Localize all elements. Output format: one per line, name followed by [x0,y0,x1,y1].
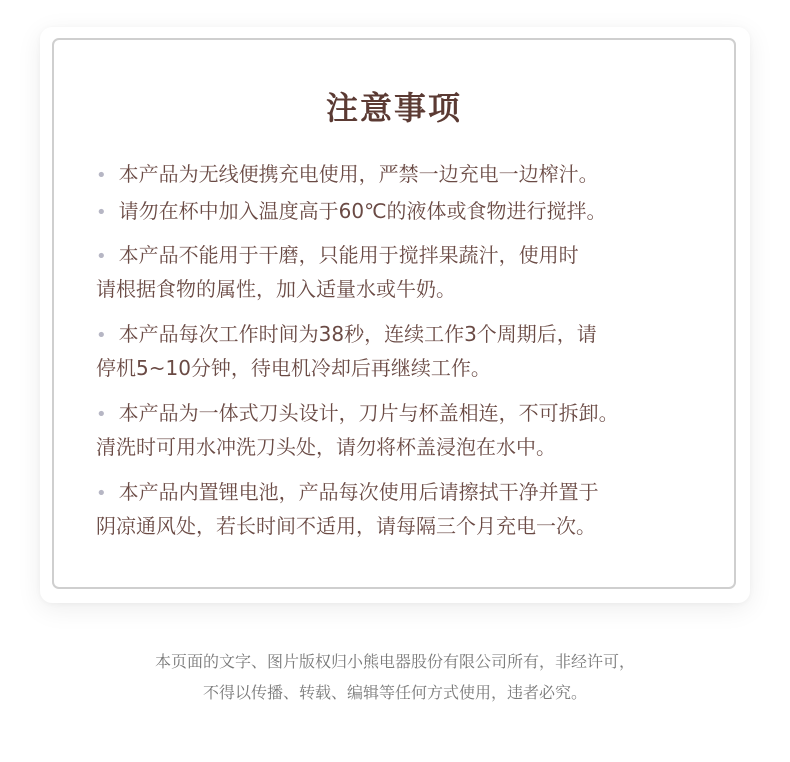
copyright-line2: 不得以传播、转载、编辑等任何方式使用，违者必究。 [202,683,587,702]
bullet-icon: • [96,483,107,504]
notice-item [96,318,716,385]
notice-item [96,158,716,192]
notice-item-line1: 本产品为无线便携充电使用，严禁一边充电一边榨汁。 [118,162,599,186]
notice-item-line1: 本产品内置锂电池，产品每次使用后请擦拭干净并置于 [118,480,599,504]
notice-item [96,195,716,229]
notice-card [52,38,736,589]
notice-item-line2: 停机5~10分钟，待电机冷却后再继续工作。 [96,356,491,380]
notice-item-line1: 请勿在杯中加入温度高于60℃的液体或食物进行搅拌。 [118,199,607,223]
notice-item [96,239,716,306]
notice-item [96,397,716,464]
bullet-icon: • [96,325,107,346]
notice-item [96,476,716,543]
notice-list [96,158,716,555]
bullet-icon: • [96,404,107,425]
copyright-footer [0,646,790,708]
notice-item-line2: 请根据食物的属性，加入适量水或牛奶。 [96,277,456,301]
bullet-icon: • [96,165,107,186]
bullet-icon: • [96,246,107,267]
notice-item-line1: 本产品每次工作时间为38秒，连续工作3个周期后，请 [118,322,597,346]
notice-item-line1: 本产品不能用于干磨，只能用于搅拌果蔬汁，使用时 [118,243,579,267]
notice-title: 注意事项 [325,89,462,127]
copyright-line1: 本页面的文字、图片版权归小熊电器股份有限公司所有，非经许可， [154,652,635,671]
notice-item-line1: 本产品为一体式刀头设计，刀片与杯盖相连，不可拆卸。 [118,401,619,425]
bullet-icon: • [96,202,107,223]
notice-item-line2: 清洗时可用水冲洗刀头处，请勿将杯盖浸泡在水中。 [96,435,556,459]
notice-item-line2: 阴凉通风处，若长时间不适用，请每隔三个月充电一次。 [96,514,596,538]
